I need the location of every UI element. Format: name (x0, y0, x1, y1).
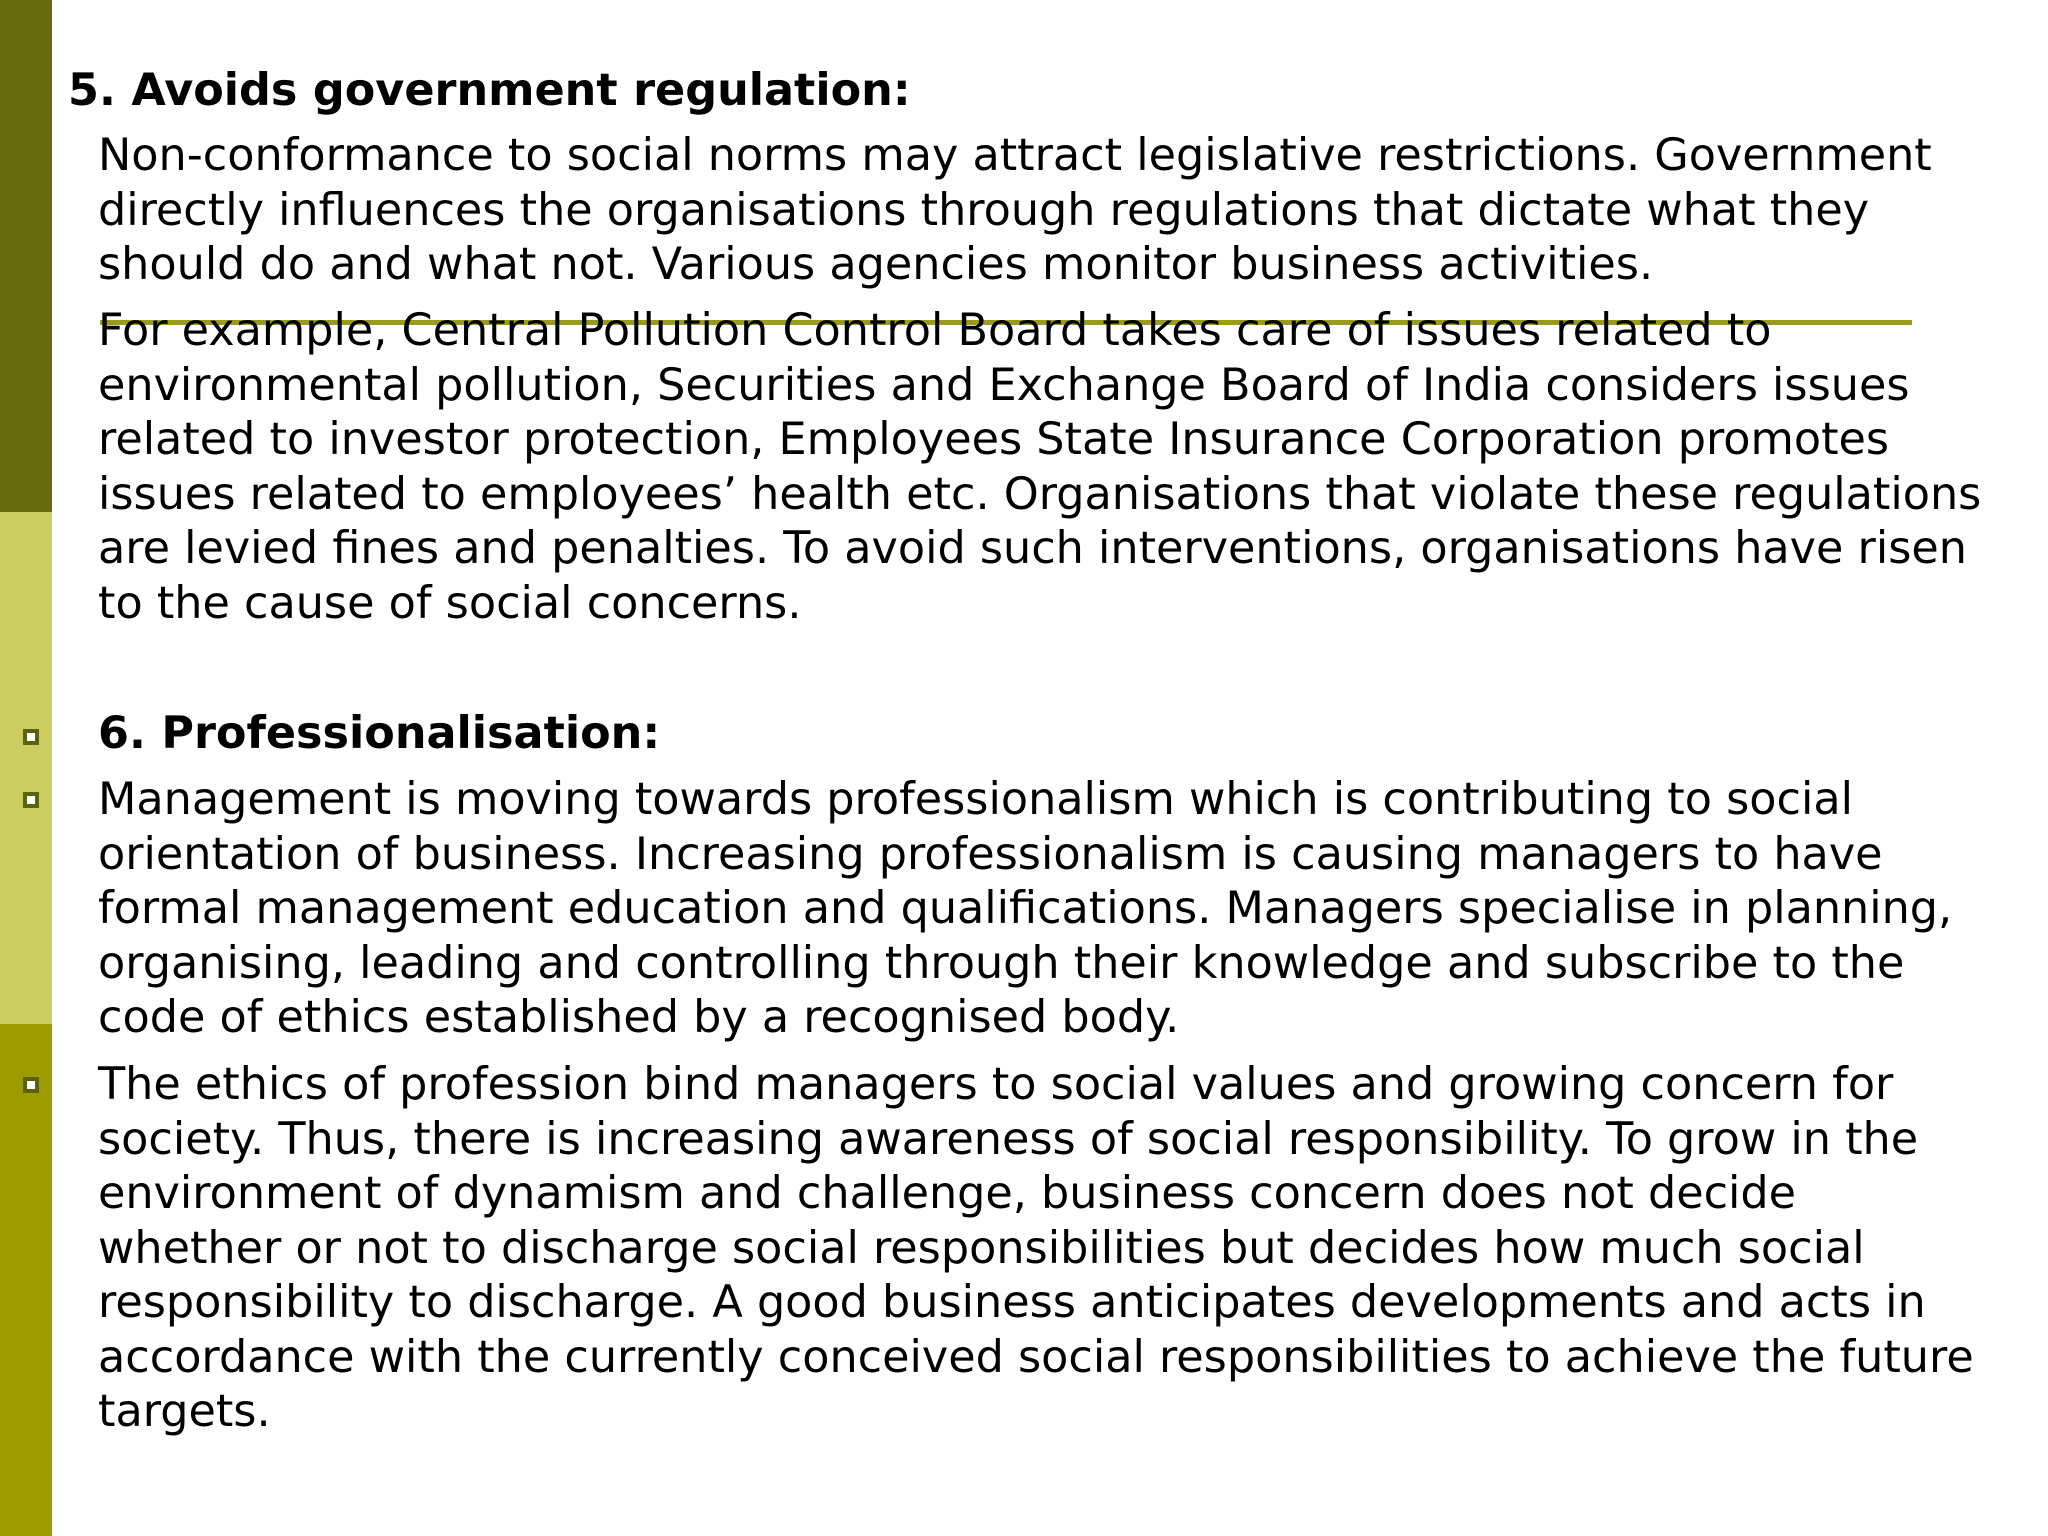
text-line: responsibility to discharge. A good business anticipates developments and acts in (98, 1277, 1926, 1328)
text-line: targets. (98, 1386, 271, 1437)
section6-paragraph-2 (98, 1058, 1974, 1440)
square-bullet-icon (23, 792, 39, 808)
text-line: For example, Central Pollution Control Board takes care of issues related to (98, 305, 1772, 356)
text-line: Non-conformance to social norms may attract legislative restrictions. Government (98, 130, 1932, 181)
sidebar-band-bottom (0, 1024, 52, 1536)
text-line: related to investor protection, Employees State Insurance Corporation promotes (98, 414, 1890, 465)
text-line: The ethics of profession bind managers to social values and growing concern for (98, 1059, 1894, 1110)
section6-paragraph-1 (98, 773, 1952, 1046)
text-line: should do and what not. Various agencies monitor business activities. (98, 239, 1654, 290)
section5-paragraph-2 (98, 304, 1981, 631)
text-line: society. Thus, there is increasing awareness of social responsibility. To grow in the (98, 1113, 1919, 1165)
text-line: code of ethics established by a recognised body. (98, 992, 1180, 1043)
square-bullet-icon (23, 1077, 39, 1093)
text-line: are levied fines and penalties. To avoid such interventions, organisations have risen (98, 523, 1967, 574)
square-bullet-icon (23, 729, 39, 745)
text-line: organising, leading and controlling through their knowledge and subscribe to the (98, 937, 1905, 989)
sidebar-band-middle (0, 512, 52, 1024)
text-line: Management is moving towards professionalism which is contributing to social (98, 774, 1853, 825)
text-line: accordance with the currently conceived social responsibilities to achieve the future (98, 1331, 1974, 1383)
section6-heading: 6. Professionalisation: (98, 708, 661, 759)
text-line: issues related to employees’ health etc. Organisations that violate these regulations (98, 468, 1982, 520)
text-line: to the cause of social concerns. (98, 577, 802, 629)
text-line: environment of dynamism and challenge, business concern does not decide (98, 1168, 1797, 1219)
text-line: formal management education and qualifications. Managers specialise in planning, (98, 883, 1953, 934)
text-line: directly influences the organisations through regulations that dictate what they (98, 184, 1870, 236)
section5-paragraph-1 (98, 129, 1932, 293)
text-line: whether or not to discharge social responsibilities but decides how much social (98, 1222, 1865, 1274)
text-line: orientation of business. Increasing professionalism is causing managers to have (98, 828, 1883, 880)
text-line: environmental pollution, Securities and Exchange Board of India considers issues (98, 359, 1910, 411)
sidebar-band-top (0, 0, 52, 512)
section5-heading: 5. Avoids government regulation: (68, 65, 911, 116)
